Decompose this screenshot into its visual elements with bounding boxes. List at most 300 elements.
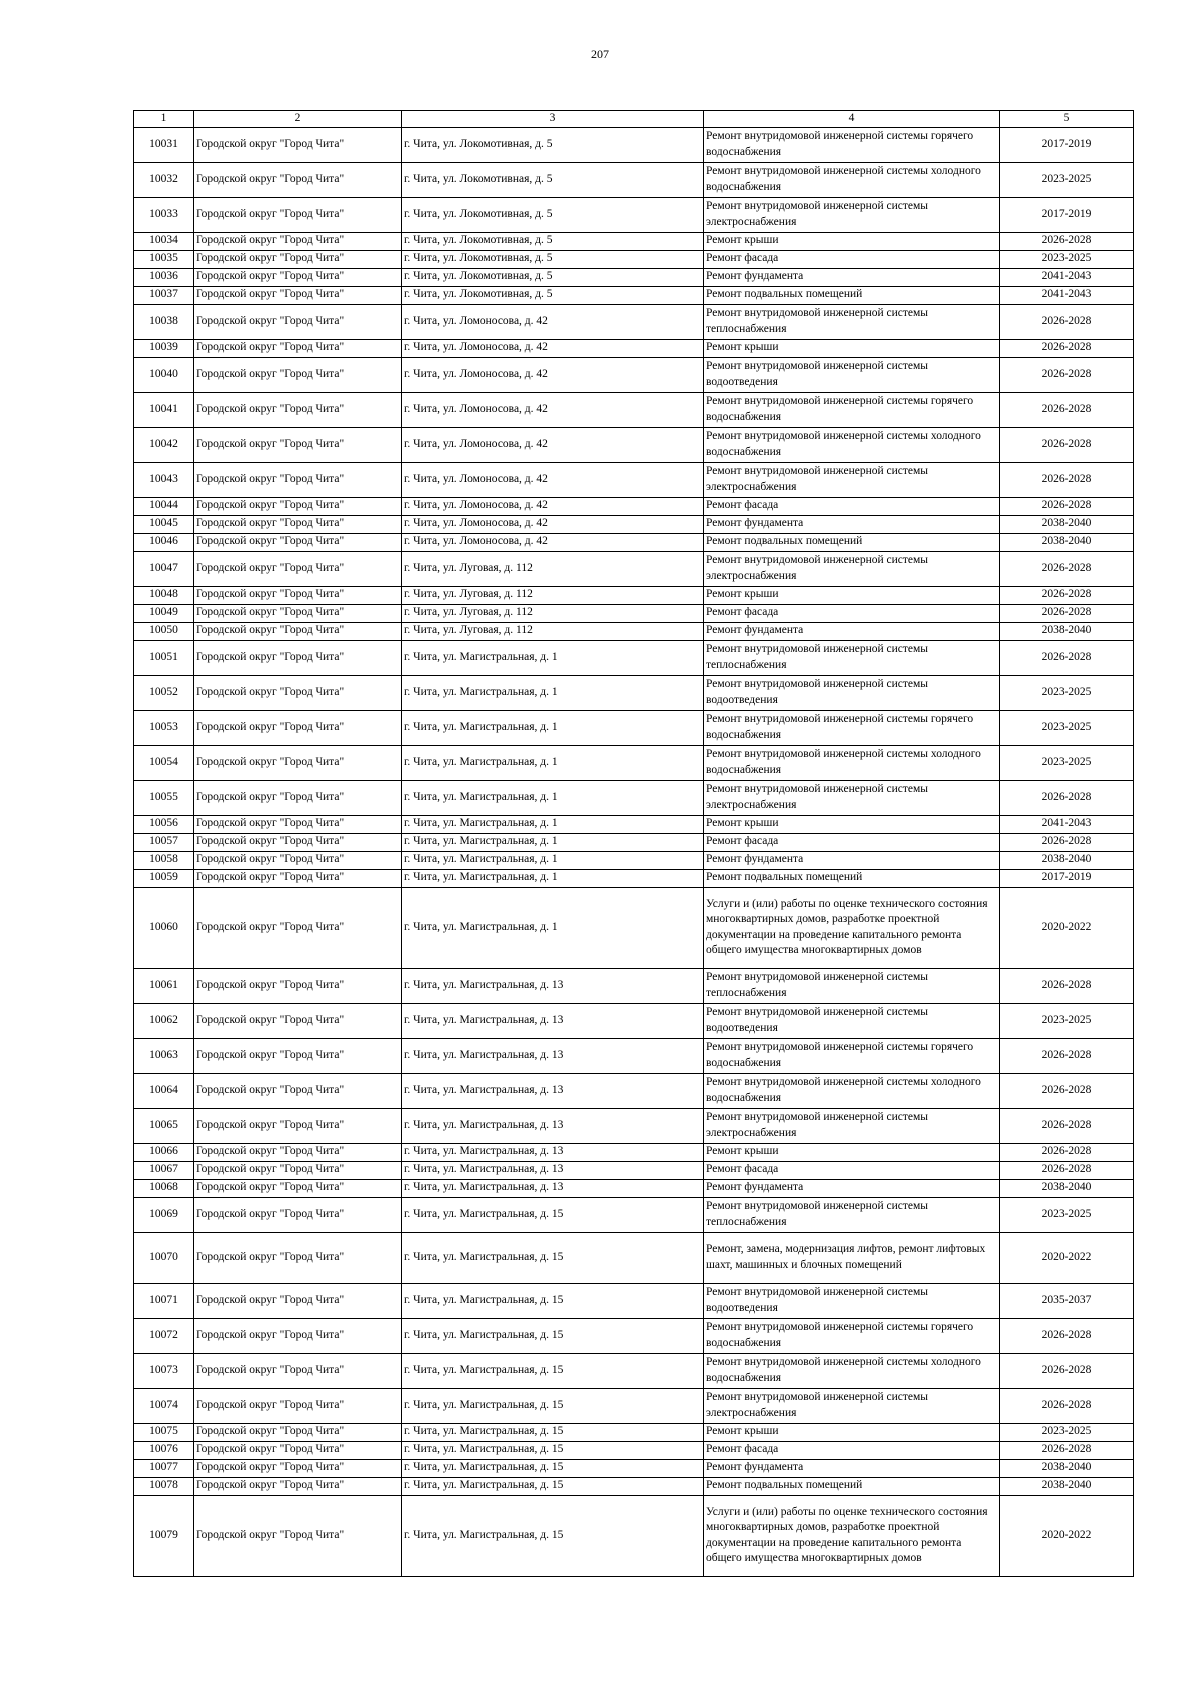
- address-cell: г. Чита, ул. Магистральная, д. 15: [402, 1197, 704, 1232]
- address-cell: г. Чита, ул. Магистральная, д. 13: [402, 1073, 704, 1108]
- address-cell: г. Чита, ул. Магистральная, д. 13: [402, 968, 704, 1003]
- table-row: [134, 339, 1134, 357]
- table-row: [134, 1441, 1134, 1459]
- municipality-cell: Городской округ "Город Чита": [194, 745, 402, 780]
- row-number-cell: 10055: [134, 780, 194, 815]
- period-cell: 2017-2019: [1000, 127, 1134, 162]
- period-cell: 2026-2028: [1000, 1143, 1134, 1161]
- table-row: [134, 286, 1134, 304]
- period-cell: 2038-2040: [1000, 1179, 1134, 1197]
- address-cell: г. Чита, ул. Ломоносова, д. 42: [402, 515, 704, 533]
- row-number-cell: 10069: [134, 1197, 194, 1232]
- period-cell: 2020-2022: [1000, 1232, 1134, 1283]
- table-row: [134, 1353, 1134, 1388]
- page-number: 207: [591, 47, 609, 61]
- municipality-cell: Городской округ "Город Чита": [194, 162, 402, 197]
- work-type-cell: Ремонт внутридомовой инженерной системы горячего водоснабжения: [704, 710, 1000, 745]
- table-row: [134, 1003, 1134, 1038]
- row-number-cell: 10046: [134, 533, 194, 551]
- municipality-cell: Городской округ "Город Чита": [194, 268, 402, 286]
- work-type-cell: Ремонт фундамента: [704, 515, 1000, 533]
- table-row: [134, 851, 1134, 869]
- row-number-cell: 10057: [134, 833, 194, 851]
- period-cell: 2026-2028: [1000, 462, 1134, 497]
- period-cell: 2017-2019: [1000, 197, 1134, 232]
- work-type-cell: Ремонт внутридомовой инженерной системы электроснабжения: [704, 462, 1000, 497]
- row-number-cell: 10037: [134, 286, 194, 304]
- municipality-cell: Городской округ "Город Чита": [194, 887, 402, 968]
- period-cell: 2041-2043: [1000, 268, 1134, 286]
- municipality-cell: Городской округ "Город Чита": [194, 127, 402, 162]
- address-cell: г. Чита, ул. Ломоносова, д. 42: [402, 339, 704, 357]
- municipality-cell: Городской округ "Город Чита": [194, 1108, 402, 1143]
- table-row: [134, 604, 1134, 622]
- work-type-cell: Ремонт фасада: [704, 1441, 1000, 1459]
- address-cell: г. Чита, ул. Магистральная, д. 1: [402, 869, 704, 887]
- address-cell: г. Чита, ул. Магистральная, д. 13: [402, 1161, 704, 1179]
- municipality-cell: Городской округ "Город Чита": [194, 833, 402, 851]
- municipality-cell: Городской округ "Город Чита": [194, 815, 402, 833]
- table-row: [134, 1197, 1134, 1232]
- row-number-cell: 10068: [134, 1179, 194, 1197]
- row-number-cell: 10035: [134, 250, 194, 268]
- period-cell: 2026-2028: [1000, 1318, 1134, 1353]
- municipality-cell: Городской округ "Город Чита": [194, 1477, 402, 1495]
- work-type-cell: Услуги и (или) работы по оценке технического состояния многоквартирных домов, разработке проектной документации на проведение капитального ремонта общего имущества многоквартирных домов: [704, 887, 1000, 968]
- address-cell: г. Чита, ул. Магистральная, д. 15: [402, 1388, 704, 1423]
- table-row: [134, 197, 1134, 232]
- work-type-cell: Ремонт фундамента: [704, 622, 1000, 640]
- address-cell: г. Чита, ул. Магистральная, д. 1: [402, 780, 704, 815]
- address-cell: г. Чита, ул. Локомотивная, д. 5: [402, 197, 704, 232]
- work-type-cell: Ремонт внутридомовой инженерной системы холодного водоснабжения: [704, 745, 1000, 780]
- table-row: [134, 392, 1134, 427]
- work-type-cell: Ремонт внутридомовой инженерной системы холодного водоснабжения: [704, 427, 1000, 462]
- period-cell: 2026-2028: [1000, 1353, 1134, 1388]
- municipality-cell: Городской округ "Город Чита": [194, 250, 402, 268]
- municipality-cell: Городской округ "Город Чита": [194, 869, 402, 887]
- work-type-cell: Ремонт фундамента: [704, 1179, 1000, 1197]
- address-cell: г. Чита, ул. Ломоносова, д. 42: [402, 462, 704, 497]
- work-type-cell: Ремонт внутридомовой инженерной системы теплоснабжения: [704, 640, 1000, 675]
- period-cell: 2026-2028: [1000, 604, 1134, 622]
- table-row: [134, 1232, 1134, 1283]
- table-row: [134, 1161, 1134, 1179]
- work-type-cell: Ремонт внутридомовой инженерной системы водоотведения: [704, 675, 1000, 710]
- address-cell: г. Чита, ул. Магистральная, д. 15: [402, 1477, 704, 1495]
- work-type-cell: Ремонт внутридомовой инженерной системы горячего водоснабжения: [704, 1318, 1000, 1353]
- address-cell: г. Чита, ул. Луговая, д. 112: [402, 622, 704, 640]
- period-cell: 2026-2028: [1000, 551, 1134, 586]
- work-type-cell: Ремонт крыши: [704, 1423, 1000, 1441]
- municipality-cell: Городской округ "Город Чита": [194, 604, 402, 622]
- table-row: [134, 622, 1134, 640]
- work-type-cell: Услуги и (или) работы по оценке технического состояния многоквартирных домов, разработке проектной документации на проведение капитального ремонта общего имущества многоквартирных домов: [704, 1495, 1000, 1576]
- municipality-cell: Городской округ "Город Чита": [194, 1459, 402, 1477]
- address-cell: г. Чита, ул. Магистральная, д. 13: [402, 1143, 704, 1161]
- row-number-cell: 10054: [134, 745, 194, 780]
- address-cell: г. Чита, ул. Ломоносова, д. 42: [402, 304, 704, 339]
- address-cell: г. Чита, ул. Магистральная, д. 1: [402, 675, 704, 710]
- table-row: [134, 1143, 1134, 1161]
- row-number-cell: 10039: [134, 339, 194, 357]
- address-cell: г. Чита, ул. Магистральная, д. 1: [402, 640, 704, 675]
- table-row: [134, 710, 1134, 745]
- table-body: [134, 127, 1134, 1576]
- period-cell: 2026-2028: [1000, 1441, 1134, 1459]
- row-number-cell: 10038: [134, 304, 194, 339]
- address-cell: г. Чита, ул. Луговая, д. 112: [402, 551, 704, 586]
- address-cell: г. Чита, ул. Магистральная, д. 15: [402, 1232, 704, 1283]
- work-type-cell: Ремонт подвальных помещений: [704, 533, 1000, 551]
- row-number-cell: 10047: [134, 551, 194, 586]
- municipality-cell: Городской округ "Город Чита": [194, 851, 402, 869]
- municipality-cell: Городской округ "Город Чита": [194, 968, 402, 1003]
- table-row: [134, 1477, 1134, 1495]
- row-number-cell: 10052: [134, 675, 194, 710]
- period-cell: 2023-2025: [1000, 1197, 1134, 1232]
- address-cell: г. Чита, ул. Магистральная, д. 1: [402, 745, 704, 780]
- municipality-cell: Городской округ "Город Чита": [194, 339, 402, 357]
- period-cell: 2026-2028: [1000, 640, 1134, 675]
- address-cell: г. Чита, ул. Магистральная, д. 15: [402, 1459, 704, 1477]
- address-cell: г. Чита, ул. Ломоносова, д. 42: [402, 357, 704, 392]
- table-row: [134, 833, 1134, 851]
- period-cell: 2026-2028: [1000, 968, 1134, 1003]
- table-row: [134, 1073, 1134, 1108]
- row-number-cell: 10032: [134, 162, 194, 197]
- municipality-cell: Городской округ "Город Чита": [194, 357, 402, 392]
- table-row: [134, 250, 1134, 268]
- table-row: [134, 1459, 1134, 1477]
- row-number-cell: 10074: [134, 1388, 194, 1423]
- work-type-cell: Ремонт подвальных помещений: [704, 1477, 1000, 1495]
- work-type-cell: Ремонт внутридомовой инженерной системы электроснабжения: [704, 551, 1000, 586]
- work-type-cell: Ремонт внутридомовой инженерной системы горячего водоснабжения: [704, 1038, 1000, 1073]
- column-header: 3: [402, 111, 704, 128]
- column-header: 2: [194, 111, 402, 128]
- work-type-cell: Ремонт внутридомовой инженерной системы холодного водоснабжения: [704, 162, 1000, 197]
- work-type-cell: Ремонт внутридомовой инженерной системы электроснабжения: [704, 780, 1000, 815]
- municipality-cell: Городской округ "Город Чита": [194, 1197, 402, 1232]
- table-row: [134, 232, 1134, 250]
- table-row: [134, 268, 1134, 286]
- work-type-cell: Ремонт, замена, модернизация лифтов, ремонт лифтовых шахт, машинных и блочных помещений: [704, 1232, 1000, 1283]
- municipality-cell: Городской округ "Город Чита": [194, 1179, 402, 1197]
- period-cell: 2038-2040: [1000, 851, 1134, 869]
- row-number-cell: 10031: [134, 127, 194, 162]
- row-number-cell: 10078: [134, 1477, 194, 1495]
- work-type-cell: Ремонт внутридомовой инженерной системы холодного водоснабжения: [704, 1353, 1000, 1388]
- row-number-cell: 10041: [134, 392, 194, 427]
- table-row: [134, 887, 1134, 968]
- municipality-cell: Городской округ "Город Чита": [194, 1441, 402, 1459]
- municipality-cell: Городской округ "Город Чита": [194, 551, 402, 586]
- row-number-cell: 10072: [134, 1318, 194, 1353]
- municipality-cell: Городской округ "Город Чита": [194, 586, 402, 604]
- work-type-cell: Ремонт крыши: [704, 815, 1000, 833]
- row-number-cell: 10058: [134, 851, 194, 869]
- row-number-cell: 10053: [134, 710, 194, 745]
- municipality-cell: Городской округ "Город Чита": [194, 1143, 402, 1161]
- period-cell: 2026-2028: [1000, 833, 1134, 851]
- table-row: [134, 1179, 1134, 1197]
- row-number-cell: 10051: [134, 640, 194, 675]
- table-row: [134, 515, 1134, 533]
- row-number-cell: 10059: [134, 869, 194, 887]
- work-type-cell: Ремонт фасада: [704, 833, 1000, 851]
- work-type-cell: Ремонт фасада: [704, 250, 1000, 268]
- row-number-cell: 10056: [134, 815, 194, 833]
- address-cell: г. Чита, ул. Магистральная, д. 15: [402, 1423, 704, 1441]
- table-row: [134, 533, 1134, 551]
- table-row: [134, 304, 1134, 339]
- period-cell: 2023-2025: [1000, 162, 1134, 197]
- row-number-cell: 10042: [134, 427, 194, 462]
- row-number-cell: 10036: [134, 268, 194, 286]
- address-cell: г. Чита, ул. Магистральная, д. 1: [402, 887, 704, 968]
- period-cell: 2038-2040: [1000, 533, 1134, 551]
- period-cell: 2026-2028: [1000, 339, 1134, 357]
- period-cell: 2041-2043: [1000, 286, 1134, 304]
- table-row: [134, 1423, 1134, 1441]
- address-cell: г. Чита, ул. Магистральная, д. 15: [402, 1318, 704, 1353]
- table-row: [134, 551, 1134, 586]
- table-row: [134, 640, 1134, 675]
- row-number-cell: 10044: [134, 497, 194, 515]
- table-row: [134, 162, 1134, 197]
- row-number-cell: 10033: [134, 197, 194, 232]
- work-type-cell: Ремонт внутридомовой инженерной системы холодного водоснабжения: [704, 1073, 1000, 1108]
- municipality-cell: Городской округ "Город Чита": [194, 497, 402, 515]
- municipality-cell: Городской округ "Город Чита": [194, 232, 402, 250]
- table-row: [134, 780, 1134, 815]
- table-row: [134, 497, 1134, 515]
- address-cell: г. Чита, ул. Магистральная, д. 15: [402, 1495, 704, 1576]
- period-cell: 2026-2028: [1000, 232, 1134, 250]
- municipality-cell: Городской округ "Город Чита": [194, 515, 402, 533]
- row-number-cell: 10075: [134, 1423, 194, 1441]
- address-cell: г. Чита, ул. Локомотивная, д. 5: [402, 286, 704, 304]
- work-type-cell: Ремонт фундамента: [704, 851, 1000, 869]
- period-cell: 2026-2028: [1000, 497, 1134, 515]
- row-number-cell: 10071: [134, 1283, 194, 1318]
- period-cell: 2026-2028: [1000, 357, 1134, 392]
- table-row: [134, 357, 1134, 392]
- municipality-cell: Городской округ "Город Чита": [194, 533, 402, 551]
- row-number-cell: 10043: [134, 462, 194, 497]
- row-number-cell: 10076: [134, 1441, 194, 1459]
- work-type-cell: Ремонт крыши: [704, 1143, 1000, 1161]
- table-row: [134, 427, 1134, 462]
- table-row: [134, 586, 1134, 604]
- period-cell: 2020-2022: [1000, 887, 1134, 968]
- period-cell: 2026-2028: [1000, 392, 1134, 427]
- municipality-cell: Городской округ "Город Чита": [194, 462, 402, 497]
- table-row: [134, 1388, 1134, 1423]
- row-number-cell: 10064: [134, 1073, 194, 1108]
- table-header-row: [134, 111, 1134, 128]
- period-cell: 2035-2037: [1000, 1283, 1134, 1318]
- period-cell: 2023-2025: [1000, 675, 1134, 710]
- table-row: [134, 462, 1134, 497]
- row-number-cell: 10034: [134, 232, 194, 250]
- municipality-cell: Городской округ "Город Чита": [194, 1495, 402, 1576]
- work-type-cell: Ремонт внутридомовой инженерной системы электроснабжения: [704, 1388, 1000, 1423]
- municipality-cell: Городской округ "Город Чита": [194, 1388, 402, 1423]
- municipality-cell: Городской округ "Город Чита": [194, 304, 402, 339]
- work-type-cell: Ремонт внутридомовой инженерной системы водоотведения: [704, 357, 1000, 392]
- table-row: [134, 1318, 1134, 1353]
- work-type-cell: Ремонт фундамента: [704, 268, 1000, 286]
- address-cell: г. Чита, ул. Локомотивная, д. 5: [402, 127, 704, 162]
- period-cell: 2023-2025: [1000, 1003, 1134, 1038]
- period-cell: 2038-2040: [1000, 1477, 1134, 1495]
- work-type-cell: Ремонт фасада: [704, 1161, 1000, 1179]
- address-cell: г. Чита, ул. Магистральная, д. 1: [402, 710, 704, 745]
- period-cell: 2026-2028: [1000, 427, 1134, 462]
- table-row: [134, 675, 1134, 710]
- address-cell: г. Чита, ул. Локомотивная, д. 5: [402, 162, 704, 197]
- address-cell: г. Чита, ул. Локомотивная, д. 5: [402, 250, 704, 268]
- work-type-cell: Ремонт внутридомовой инженерной системы теплоснабжения: [704, 1197, 1000, 1232]
- municipality-cell: Городской округ "Город Чита": [194, 675, 402, 710]
- period-cell: 2020-2022: [1000, 1495, 1134, 1576]
- row-number-cell: 10060: [134, 887, 194, 968]
- municipality-cell: Городской округ "Город Чита": [194, 640, 402, 675]
- municipality-cell: Городской округ "Город Чита": [194, 1073, 402, 1108]
- row-number-cell: 10077: [134, 1459, 194, 1477]
- table-row: [134, 968, 1134, 1003]
- municipality-cell: Городской округ "Город Чита": [194, 1423, 402, 1441]
- period-cell: 2026-2028: [1000, 780, 1134, 815]
- municipality-cell: Городской округ "Город Чита": [194, 392, 402, 427]
- period-cell: 2038-2040: [1000, 622, 1134, 640]
- period-cell: 2026-2028: [1000, 1108, 1134, 1143]
- work-type-cell: Ремонт внутридомовой инженерной системы теплоснабжения: [704, 304, 1000, 339]
- work-type-cell: Ремонт внутридомовой инженерной системы водоотведения: [704, 1283, 1000, 1318]
- municipality-cell: Городской округ "Город Чита": [194, 780, 402, 815]
- table-row: [134, 127, 1134, 162]
- address-cell: г. Чита, ул. Магистральная, д. 13: [402, 1108, 704, 1143]
- table-row: [134, 1038, 1134, 1073]
- work-type-cell: Ремонт фасада: [704, 604, 1000, 622]
- period-cell: 2026-2028: [1000, 586, 1134, 604]
- municipality-cell: Городской округ "Город Чита": [194, 710, 402, 745]
- municipality-cell: Городской округ "Город Чита": [194, 622, 402, 640]
- row-number-cell: 10061: [134, 968, 194, 1003]
- municipality-cell: Городской округ "Город Чита": [194, 1038, 402, 1073]
- address-cell: г. Чита, ул. Магистральная, д. 13: [402, 1038, 704, 1073]
- row-number-cell: 10050: [134, 622, 194, 640]
- work-type-cell: Ремонт подвальных помещений: [704, 869, 1000, 887]
- table-row: [134, 1108, 1134, 1143]
- address-cell: г. Чита, ул. Магистральная, д. 1: [402, 833, 704, 851]
- address-cell: г. Чита, ул. Ломоносова, д. 42: [402, 392, 704, 427]
- table-row: [134, 745, 1134, 780]
- period-cell: 2041-2043: [1000, 815, 1134, 833]
- period-cell: 2038-2040: [1000, 1459, 1134, 1477]
- address-cell: г. Чита, ул. Магистральная, д. 13: [402, 1179, 704, 1197]
- table-row: [134, 815, 1134, 833]
- row-number-cell: 10045: [134, 515, 194, 533]
- period-cell: 2026-2028: [1000, 304, 1134, 339]
- table-row: [134, 869, 1134, 887]
- period-cell: 2026-2028: [1000, 1038, 1134, 1073]
- municipality-cell: Городской округ "Город Чита": [194, 286, 402, 304]
- municipality-cell: Городской округ "Город Чита": [194, 427, 402, 462]
- row-number-cell: 10062: [134, 1003, 194, 1038]
- address-cell: г. Чита, ул. Ломоносова, д. 42: [402, 533, 704, 551]
- address-cell: г. Чита, ул. Ломоносова, д. 42: [402, 427, 704, 462]
- row-number-cell: 10063: [134, 1038, 194, 1073]
- row-number-cell: 10049: [134, 604, 194, 622]
- row-number-cell: 10067: [134, 1161, 194, 1179]
- address-cell: г. Чита, ул. Магистральная, д. 13: [402, 1003, 704, 1038]
- work-type-cell: Ремонт крыши: [704, 586, 1000, 604]
- period-cell: 2023-2025: [1000, 1423, 1134, 1441]
- work-type-cell: Ремонт фундамента: [704, 1459, 1000, 1477]
- municipality-cell: Городской округ "Город Чита": [194, 1161, 402, 1179]
- row-number-cell: 10073: [134, 1353, 194, 1388]
- address-cell: г. Чита, ул. Локомотивная, д. 5: [402, 268, 704, 286]
- work-type-cell: Ремонт внутридомовой инженерной системы электроснабжения: [704, 197, 1000, 232]
- work-type-cell: Ремонт крыши: [704, 339, 1000, 357]
- address-cell: г. Чита, ул. Магистральная, д. 1: [402, 815, 704, 833]
- row-number-cell: 10070: [134, 1232, 194, 1283]
- work-type-cell: Ремонт внутридомовой инженерной системы электроснабжения: [704, 1108, 1000, 1143]
- municipality-cell: Городской округ "Город Чита": [194, 197, 402, 232]
- row-number-cell: 10040: [134, 357, 194, 392]
- work-type-cell: Ремонт подвальных помещений: [704, 286, 1000, 304]
- address-cell: г. Чита, ул. Луговая, д. 112: [402, 586, 704, 604]
- period-cell: 2023-2025: [1000, 710, 1134, 745]
- period-cell: 2026-2028: [1000, 1073, 1134, 1108]
- municipality-cell: Городской округ "Город Чита": [194, 1318, 402, 1353]
- work-type-cell: Ремонт крыши: [704, 232, 1000, 250]
- period-cell: 2026-2028: [1000, 1161, 1134, 1179]
- municipality-cell: Городской округ "Город Чита": [194, 1232, 402, 1283]
- period-cell: 2023-2025: [1000, 745, 1134, 780]
- table-row: [134, 1495, 1134, 1576]
- work-type-cell: Ремонт фасада: [704, 497, 1000, 515]
- column-header: 4: [704, 111, 1000, 128]
- row-number-cell: 10079: [134, 1495, 194, 1576]
- address-cell: г. Чита, ул. Магистральная, д. 15: [402, 1283, 704, 1318]
- address-cell: г. Чита, ул. Луговая, д. 112: [402, 604, 704, 622]
- period-cell: 2038-2040: [1000, 515, 1134, 533]
- work-type-cell: Ремонт внутридомовой инженерной системы горячего водоснабжения: [704, 392, 1000, 427]
- row-number-cell: 10066: [134, 1143, 194, 1161]
- address-cell: г. Чита, ул. Магистральная, д. 1: [402, 851, 704, 869]
- column-header: 5: [1000, 111, 1134, 128]
- row-number-cell: 10065: [134, 1108, 194, 1143]
- table-row: [134, 1283, 1134, 1318]
- work-type-cell: Ремонт внутридомовой инженерной системы водоотведения: [704, 1003, 1000, 1038]
- column-header: 1: [134, 111, 194, 128]
- address-cell: г. Чита, ул. Локомотивная, д. 5: [402, 232, 704, 250]
- address-cell: г. Чита, ул. Магистральная, д. 15: [402, 1441, 704, 1459]
- period-cell: 2023-2025: [1000, 250, 1134, 268]
- repair-schedule-table: [133, 110, 1134, 1577]
- period-cell: 2026-2028: [1000, 1388, 1134, 1423]
- work-type-cell: Ремонт внутридомовой инженерной системы горячего водоснабжения: [704, 127, 1000, 162]
- row-number-cell: 10048: [134, 586, 194, 604]
- address-cell: г. Чита, ул. Магистральная, д. 15: [402, 1353, 704, 1388]
- municipality-cell: Городской округ "Город Чита": [194, 1283, 402, 1318]
- period-cell: 2017-2019: [1000, 869, 1134, 887]
- municipality-cell: Городской округ "Город Чита": [194, 1003, 402, 1038]
